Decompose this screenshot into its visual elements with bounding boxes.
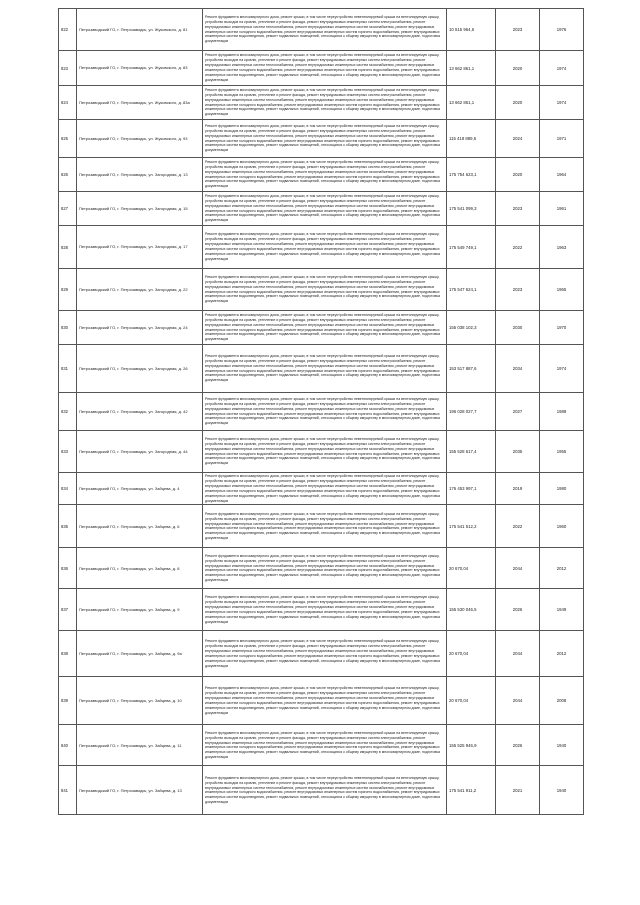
planned-year-cell: 2020: [496, 51, 540, 86]
cost-cell: 13 662 861,1: [447, 86, 496, 120]
table-row: [59, 120, 584, 158]
built-year-cell: 1974: [540, 86, 584, 120]
cost-cell: 175 547 624,1: [447, 269, 496, 311]
works-cell: Ремонт фундамента многоквартирного дома, ремонт крыши, в том числе переустройство невентилируемой крыши на вентилируемую крышу, устройство выходов на кровлю, утепление и ремонт фасада, ремонт внутридомовых инженерных систем электроснабжения, ремонт внутридомовых инженерных систем теплоснабжения, ремонт внутридомовых инженерных систем газоснабжения, ремонт внутридомовых инженерных систем холодного водоснабжения, ремонт внутридомовых инженерных систем горячего водоснабжения, ремонт внутридомовых инженерных систем водоотведения, ремонт подвальных помещений, относящихся к общему имуществу в многоквартирном доме, подготовка документации: [203, 677, 447, 725]
cost-cell: 115 418 889,6: [447, 120, 496, 158]
address-cell: Петрозаводский ГО, г. Петрозаводск, ул. Жуковского, д. 81: [77, 9, 203, 51]
planned-year-cell: 2019: [496, 473, 540, 505]
table-row: [59, 269, 584, 311]
works-cell: Ремонт фундамента многоквартирного дома, ремонт крыши, в том числе переустройство невентилируемой крыши на вентилируемую крышу, устройство выходов на кровлю, утепление и ремонт фасада, ремонт внутридомовых инженерных систем электроснабжения, ремонт внутридомовых инженерных систем теплоснабжения, ремонт внутридомовых инженерных систем газоснабжения, ремонт внутридомовых инженерных систем холодного водоснабжения, ремонт внутридомовых инженерных систем горячего водоснабжения, ремонт внутридомовых инженерных систем водоотведения, ремонт подвальных помещений, относящихся к общему имуществу в многоквартирном доме, подготовка документации: [203, 548, 447, 589]
built-year-cell: 1974: [540, 51, 584, 86]
built-year-cell: 1940: [540, 766, 584, 815]
address-cell: Петрозаводский ГО, г. Петрозаводск, ул. Зайцева, д. 9: [77, 589, 203, 631]
built-year-cell: 1976: [540, 9, 584, 51]
address-cell: Петрозаводский ГО, г. Петрозаводск, ул. Загородная, д. 17: [77, 226, 203, 269]
cost-cell: 175 541 512,2: [447, 505, 496, 548]
works-cell: Ремонт фундамента многоквартирного дома, ремонт крыши, в том числе переустройство невентилируемой крыши на вентилируемую крышу, устройство выходов на кровлю, утепление и ремонт фасада, ремонт внутридомовых инженерных систем электроснабжения, ремонт внутридомовых инженерных систем теплоснабжения, ремонт внутридомовых инженерных систем газоснабжения, ремонт внутридомовых инженерных систем холодного водоснабжения, ремонт внутридомовых инженерных систем горячего водоснабжения, ремонт внутридомовых инженерных систем водоотведения, ремонт подвальных помещений, относящихся к общему имуществу в многоквартирном доме, подготовка документации: [203, 766, 447, 815]
table-row: [59, 548, 584, 589]
works-cell: Ремонт фундамента многоквартирного дома, ремонт крыши, в том числе переустройство невентилируемой крыши на вентилируемую крышу, устройство выходов на кровлю, утепление и ремонт фасада, ремонт внутридомовых инженерных систем электроснабжения, ремонт внутридомовых инженерных систем теплоснабжения, ремонт внутридомовых инженерных систем газоснабжения, ремонт внутридомовых инженерных систем холодного водоснабжения, ремонт внутридомовых инженерных систем горячего водоснабжения, ремонт внутридомовых инженерных систем водоотведения, ремонт подвальных помещений, относящихся к общему имуществу в многоквартирном доме, подготовка документации: [203, 51, 447, 86]
address-cell: Петрозаводский ГО, г. Петрозаводск, ул. Загородная, д. 26: [77, 345, 203, 393]
table-row: [59, 589, 584, 631]
table-row: [59, 393, 584, 431]
planned-year-cell: 2026: [496, 725, 540, 766]
row-number: 838: [59, 631, 77, 677]
planned-year-cell: 2044: [496, 677, 540, 725]
planned-year-cell: 2020: [496, 158, 540, 192]
row-number: 825: [59, 120, 77, 158]
works-cell: Ремонт фундамента многоквартирного дома, ремонт крыши, в том числе переустройство невентилируемой крыши на вентилируемую крышу, устройство выходов на кровлю, утепление и ремонт фасада, ремонт внутридомовых инженерных систем электроснабжения, ремонт внутридомовых инженерных систем теплоснабжения, ремонт внутридомовых инженерных систем газоснабжения, ремонт внутридомовых инженерных систем холодного водоснабжения, ремонт внутридомовых инженерных систем горячего водоснабжения, ремонт внутридомовых инженерных систем водоотведения, ремонт подвальных помещений, относящихся к общему имуществу в многоквартирном доме, подготовка документации: [203, 192, 447, 226]
row-number: 832: [59, 393, 77, 431]
planned-year-cell: 2020: [496, 86, 540, 120]
planned-year-cell: 2026: [496, 589, 540, 631]
cost-cell: 176 453 997,1: [447, 473, 496, 505]
works-cell: Ремонт фундамента многоквартирного дома, ремонт крыши, в том числе переустройство невентилируемой крыши на вентилируемую крышу, устройство выходов на кровлю, утепление и ремонт фасада, ремонт внутридомовых инженерных систем электроснабжения, ремонт внутридомовых инженерных систем теплоснабжения, ремонт внутридомовых инженерных систем газоснабжения, ремонт внутридомовых инженерных систем холодного водоснабжения, ремонт внутридомовых инженерных систем горячего водоснабжения, ремонт внутридомовых инженерных систем водоотведения, ремонт подвальных помещений, относящихся к общему имуществу в многоквартирном доме, подготовка документации: [203, 473, 447, 505]
works-cell: Ремонт фундамента многоквартирного дома, ремонт крыши, в том числе переустройство невентилируемой крыши на вентилируемую крышу, устройство выходов на кровлю, утепление и ремонт фасада, ремонт внутридомовых инженерных систем электроснабжения, ремонт внутридомовых инженерных систем теплоснабжения, ремонт внутридомовых инженерных систем газоснабжения, ремонт внутридомовых инженерных систем холодного водоснабжения, ремонт внутридомовых инженерных систем горячего водоснабжения, ремонт внутридомовых инженерных систем водоотведения, ремонт подвальных помещений, относящихся к общему имуществу в многоквартирном доме, подготовка документации: [203, 158, 447, 192]
table-row: [59, 431, 584, 473]
table-row: [59, 86, 584, 120]
address-cell: Петрозаводский ГО, г. Петрозаводск, ул. Зайцева, д. 4: [77, 473, 203, 505]
planned-year-cell: 2035: [496, 431, 540, 473]
planned-year-cell: 2024: [496, 120, 540, 158]
table-body: [59, 9, 584, 815]
table-row: [59, 192, 584, 226]
built-year-cell: 1980: [540, 473, 584, 505]
planned-year-cell: 2027: [496, 393, 540, 431]
planned-year-cell: 2030: [496, 311, 540, 345]
works-cell: Ремонт фундамента многоквартирного дома, ремонт крыши, в том числе переустройство невентилируемой крыши на вентилируемую крышу, устройство выходов на кровлю, утепление и ремонт фасада, ремонт внутридомовых инженерных систем электроснабжения, ремонт внутридомовых инженерных систем теплоснабжения, ремонт внутридомовых инженерных систем газоснабжения, ремонт внутридомовых инженерных систем холодного водоснабжения, ремонт внутридомовых инженерных систем горячего водоснабжения, ремонт внутридомовых инженерных систем водоотведения, ремонт подвальных помещений, относящихся к общему имуществу в многоквартирном доме, подготовка документации: [203, 226, 447, 269]
cost-cell: 196 028 027,7: [447, 393, 496, 431]
address-cell: Петрозаводский ГО, г. Петрозаводск, ул. Жуковского, д. 93: [77, 120, 203, 158]
row-number: 834: [59, 473, 77, 505]
table-row: [59, 158, 584, 192]
cost-cell: 175 754 623,1: [447, 158, 496, 192]
built-year-cell: 1971: [540, 120, 584, 158]
built-year-cell: 2012: [540, 548, 584, 589]
works-cell: Ремонт фундамента многоквартирного дома, ремонт крыши, в том числе переустройство невентилируемой крыши на вентилируемую крышу, устройство выходов на кровлю, утепление и ремонт фасада, ремонт внутридомовых инженерных систем электроснабжения, ремонт внутридомовых инженерных систем теплоснабжения, ремонт внутридомовых инженерных систем газоснабжения, ремонт внутридомовых инженерных систем холодного водоснабжения, ремонт внутридомовых инженерных систем горячего водоснабжения, ремонт внутридомовых инженерных систем водоотведения, ремонт подвальных помещений, относящихся к общему имуществу в многоквартирном доме, подготовка документации: [203, 725, 447, 766]
row-number: 831: [59, 345, 77, 393]
planned-year-cell: 2044: [496, 548, 540, 589]
built-year-cell: 1964: [540, 158, 584, 192]
row-number: 833: [59, 431, 77, 473]
address-cell: Петрозаводский ГО, г. Петрозаводск, ул. Жуковского, д. 83а: [77, 86, 203, 120]
row-number: 829: [59, 269, 77, 311]
address-cell: Петрозаводский ГО, г. Петрозаводск, ул. Загородная, д. 13: [77, 158, 203, 192]
works-cell: Ремонт фундамента многоквартирного дома, ремонт крыши, в том числе переустройство невентилируемой крыши на вентилируемую крышу, устройство выходов на кровлю, утепление и ремонт фасада, ремонт внутридомовых инженерных систем электроснабжения, ремонт внутридомовых инженерных систем теплоснабжения, ремонт внутридомовых инженерных систем газоснабжения, ремонт внутридомовых инженерных систем холодного водоснабжения, ремонт внутридомовых инженерных систем горячего водоснабжения, ремонт внутридомовых инженерных систем водоотведения, ремонт подвальных помещений, относящихся к общему имуществу в многоквартирном доме, подготовка документации: [203, 505, 447, 548]
table-row: [59, 473, 584, 505]
built-year-cell: 1965: [540, 269, 584, 311]
capital-repair-table: [58, 8, 584, 815]
planned-year-cell: 2023: [496, 9, 540, 51]
works-cell: Ремонт фундамента многоквартирного дома, ремонт крыши, в том числе переустройство невентилируемой крыши на вентилируемую крышу, устройство выходов на кровлю, утепление и ремонт фасада, ремонт внутридомовых инженерных систем электроснабжения, ремонт внутридомовых инженерных систем теплоснабжения, ремонт внутридомовых инженерных систем газоснабжения, ремонт внутридомовых инженерных систем холодного водоснабжения, ремонт внутридомовых инженерных систем горячего водоснабжения, ремонт внутридомовых инженерных систем водоотведения, ремонт подвальных помещений, относящихся к общему имуществу в многоквартирном доме, подготовка документации: [203, 311, 447, 345]
built-year-cell: 2008: [540, 677, 584, 725]
works-cell: Ремонт фундамента многоквартирного дома, ремонт крыши, в том числе переустройство невентилируемой крыши на вентилируемую крышу, устройство выходов на кровлю, утепление и ремонт фасада, ремонт внутридомовых инженерных систем электроснабжения, ремонт внутридомовых инженерных систем теплоснабжения, ремонт внутридомовых инженерных систем газоснабжения, ремонт внутридомовых инженерных систем холодного водоснабжения, ремонт внутридомовых инженерных систем горячего водоснабжения, ремонт внутридомовых инженерных систем водоотведения, ремонт подвальных помещений, относящихся к общему имуществу в многоквартирном доме, подготовка документации: [203, 431, 447, 473]
table-row: [59, 725, 584, 766]
planned-year-cell: 2023: [496, 192, 540, 226]
address-cell: Петрозаводский ГО, г. Петрозаводск, ул. Загородная, д. 22: [77, 269, 203, 311]
table-row: [59, 631, 584, 677]
row-number: 840: [59, 725, 77, 766]
works-cell: Ремонт фундамента многоквартирного дома, ремонт крыши, в том числе переустройство невентилируемой крыши на вентилируемую крышу, устройство выходов на кровлю, утепление и ремонт фасада, ремонт внутридомовых инженерных систем электроснабжения, ремонт внутридомовых инженерных систем теплоснабжения, ремонт внутридомовых инженерных систем газоснабжения, ремонт внутридомовых инженерных систем холодного водоснабжения, ремонт внутридомовых инженерных систем горячего водоснабжения, ремонт внутридомовых инженерных систем водоотведения, ремонт подвальных помещений, относящихся к общему имуществу в многоквартирном доме, подготовка документации: [203, 86, 447, 120]
table-row: [59, 51, 584, 86]
address-cell: Петрозаводский ГО, г. Петрозаводск, ул. Зайцева, д. 10: [77, 677, 203, 725]
works-cell: Ремонт фундамента многоквартирного дома, ремонт крыши, в том числе переустройство невентилируемой крыши на вентилируемую крышу, устройство выходов на кровлю, утепление и ремонт фасада, ремонт внутридомовых инженерных систем электроснабжения, ремонт внутридомовых инженерных систем теплоснабжения, ремонт внутридомовых инженерных систем газоснабжения, ремонт внутридомовых инженерных систем холодного водоснабжения, ремонт внутридомовых инженерных систем горячего водоснабжения, ремонт внутридомовых инженерных систем водоотведения, ремонт подвальных помещений, относящихся к общему имуществу в многоквартирном доме, подготовка документации: [203, 120, 447, 158]
works-cell: Ремонт фундамента многоквартирного дома, ремонт крыши, в том числе переустройство невентилируемой крыши на вентилируемую крышу, устройство выходов на кровлю, утепление и ремонт фасада, ремонт внутридомовых инженерных систем электроснабжения, ремонт внутридомовых инженерных систем теплоснабжения, ремонт внутридомовых инженерных систем газоснабжения, ремонт внутридомовых инженерных систем холодного водоснабжения, ремонт внутридомовых инженерных систем горячего водоснабжения, ремонт внутридомовых инженерных систем водоотведения, ремонт подвальных помещений, относящихся к общему имуществу в многоквартирном доме, подготовка документации: [203, 393, 447, 431]
cost-cell: 155 038 102,3: [447, 311, 496, 345]
address-cell: Петрозаводский ГО, г. Петрозаводск, ул. Зайцева, д. 13: [77, 766, 203, 815]
row-number: 827: [59, 192, 77, 226]
built-year-cell: 1970: [540, 311, 584, 345]
address-cell: Петрозаводский ГО, г. Петрозаводск, ул. Зайцева, д. 8: [77, 548, 203, 589]
built-year-cell: 1974: [540, 345, 584, 393]
row-number: 830: [59, 311, 77, 345]
cost-cell: 175 549 749,1: [447, 226, 496, 269]
address-cell: Петрозаводский ГО, г. Петрозаводск, ул. Загородная, д. 44: [77, 431, 203, 473]
planned-year-cell: 2021: [496, 766, 540, 815]
built-year-cell: 1961: [540, 192, 584, 226]
built-year-cell: 1989: [540, 393, 584, 431]
cost-cell: 10 515 964,6: [447, 9, 496, 51]
planned-year-cell: 2022: [496, 505, 540, 548]
planned-year-cell: 2023: [496, 269, 540, 311]
planned-year-cell: 2034: [496, 345, 540, 393]
cost-cell: 20 670,04: [447, 548, 496, 589]
cost-cell: 175 541 099,3: [447, 192, 496, 226]
built-year-cell: 1940: [540, 725, 584, 766]
cost-cell: 155 525 946,9: [447, 725, 496, 766]
table-row: [59, 677, 584, 725]
table-row: [59, 766, 584, 815]
works-cell: Ремонт фундамента многоквартирного дома, ремонт крыши, в том числе переустройство невентилируемой крыши на вентилируемую крышу, устройство выходов на кровлю, утепление и ремонт фасада, ремонт внутридомовых инженерных систем электроснабжения, ремонт внутридомовых инженерных систем теплоснабжения, ремонт внутридомовых инженерных систем газоснабжения, ремонт внутридомовых инженерных систем холодного водоснабжения, ремонт внутридомовых инженерных систем горячего водоснабжения, ремонт внутридомовых инженерных систем водоотведения, ремонт подвальных помещений, относящихся к общему имуществу в многоквартирном доме, подготовка документации: [203, 269, 447, 311]
address-cell: Петрозаводский ГО, г. Петрозаводск, ул. Зайцева, д. 9а: [77, 631, 203, 677]
table-row: [59, 226, 584, 269]
works-cell: Ремонт фундамента многоквартирного дома, ремонт крыши, в том числе переустройство невентилируемой крыши на вентилируемую крышу, устройство выходов на кровлю, утепление и ремонт фасада, ремонт внутридомовых инженерных систем электроснабжения, ремонт внутридомовых инженерных систем теплоснабжения, ремонт внутридомовых инженерных систем газоснабжения, ремонт внутридомовых инженерных систем холодного водоснабжения, ремонт внутридомовых инженерных систем горячего водоснабжения, ремонт внутридомовых инженерных систем водоотведения, ремонт подвальных помещений, относящихся к общему имуществу в многоквартирном доме, подготовка документации: [203, 589, 447, 631]
built-year-cell: 1955: [540, 431, 584, 473]
address-cell: Петрозаводский ГО, г. Петрозаводск, ул. Загородная, д. 24: [77, 311, 203, 345]
row-number: 836: [59, 548, 77, 589]
planned-year-cell: 2044: [496, 631, 540, 677]
works-cell: Ремонт фундамента многоквартирного дома, ремонт крыши, в том числе переустройство невентилируемой крыши на вентилируемую крышу, устройство выходов на кровлю, утепление и ремонт фасада, ремонт внутридомовых инженерных систем электроснабжения, ремонт внутридомовых инженерных систем теплоснабжения, ремонт внутридомовых инженерных систем газоснабжения, ремонт внутридомовых инженерных систем холодного водоснабжения, ремонт внутридомовых инженерных систем горячего водоснабжения, ремонт внутридомовых инженерных систем водоотведения, ремонт подвальных помещений, относящихся к общему имуществу в многоквартирном доме, подготовка документации: [203, 631, 447, 677]
row-number: 841: [59, 766, 77, 815]
built-year-cell: 1960: [540, 505, 584, 548]
built-year-cell: 2012: [540, 631, 584, 677]
cost-cell: 13 662 861,1: [447, 51, 496, 86]
cost-cell: 153 517 887,6: [447, 345, 496, 393]
row-number: 824: [59, 86, 77, 120]
address-cell: Петрозаводский ГО, г. Петрозаводск, ул. Загородная, д. 42: [77, 393, 203, 431]
table-row: [59, 345, 584, 393]
address-cell: Петрозаводский ГО, г. Петрозаводск, ул. Зайцева, д. 6: [77, 505, 203, 548]
table-row: [59, 505, 584, 548]
table-row: [59, 311, 584, 345]
address-cell: Петрозаводский ГО, г. Петрозаводск, ул. Жуковского, д. 83: [77, 51, 203, 86]
row-number: 837: [59, 589, 77, 631]
cost-cell: 20 670,04: [447, 631, 496, 677]
cost-cell: 155 530 046,5: [447, 589, 496, 631]
works-cell: Ремонт фундамента многоквартирного дома, ремонт крыши, в том числе переустройство невентилируемой крыши на вентилируемую крышу, устройство выходов на кровлю, утепление и ремонт фасада, ремонт внутридомовых инженерных систем электроснабжения, ремонт внутридомовых инженерных систем теплоснабжения, ремонт внутридомовых инженерных систем газоснабжения, ремонт внутридомовых инженерных систем холодного водоснабжения, ремонт внутридомовых инженерных систем горячего водоснабжения, ремонт внутридомовых инженерных систем водоотведения, ремонт подвальных помещений, относящихся к общему имуществу в многоквартирном доме, подготовка документации: [203, 9, 447, 51]
row-number: 835: [59, 505, 77, 548]
row-number: 823: [59, 51, 77, 86]
address-cell: Петрозаводский ГО, г. Петрозаводск, ул. Загородная, д. 15: [77, 192, 203, 226]
built-year-cell: 1949: [540, 589, 584, 631]
cost-cell: 20 670,04: [447, 677, 496, 725]
table-row: [59, 9, 584, 51]
row-number: 822: [59, 9, 77, 51]
works-cell: Ремонт фундамента многоквартирного дома, ремонт крыши, в том числе переустройство невентилируемой крыши на вентилируемую крышу, устройство выходов на кровлю, утепление и ремонт фасада, ремонт внутридомовых инженерных систем электроснабжения, ремонт внутридомовых инженерных систем теплоснабжения, ремонт внутридомовых инженерных систем газоснабжения, ремонт внутридомовых инженерных систем холодного водоснабжения, ремонт внутридомовых инженерных систем горячего водоснабжения, ремонт внутридомовых инженерных систем водоотведения, ремонт подвальных помещений, относящихся к общему имуществу в многоквартирном доме, подготовка документации: [203, 345, 447, 393]
planned-year-cell: 2022: [496, 226, 540, 269]
row-number: 828: [59, 226, 77, 269]
row-number: 826: [59, 158, 77, 192]
address-cell: Петрозаводский ГО, г. Петрозаводск, ул. Зайцева, д. 11: [77, 725, 203, 766]
row-number: 839: [59, 677, 77, 725]
built-year-cell: 1963: [540, 226, 584, 269]
cost-cell: 155 528 617,4: [447, 431, 496, 473]
cost-cell: 175 541 911,2: [447, 766, 496, 815]
